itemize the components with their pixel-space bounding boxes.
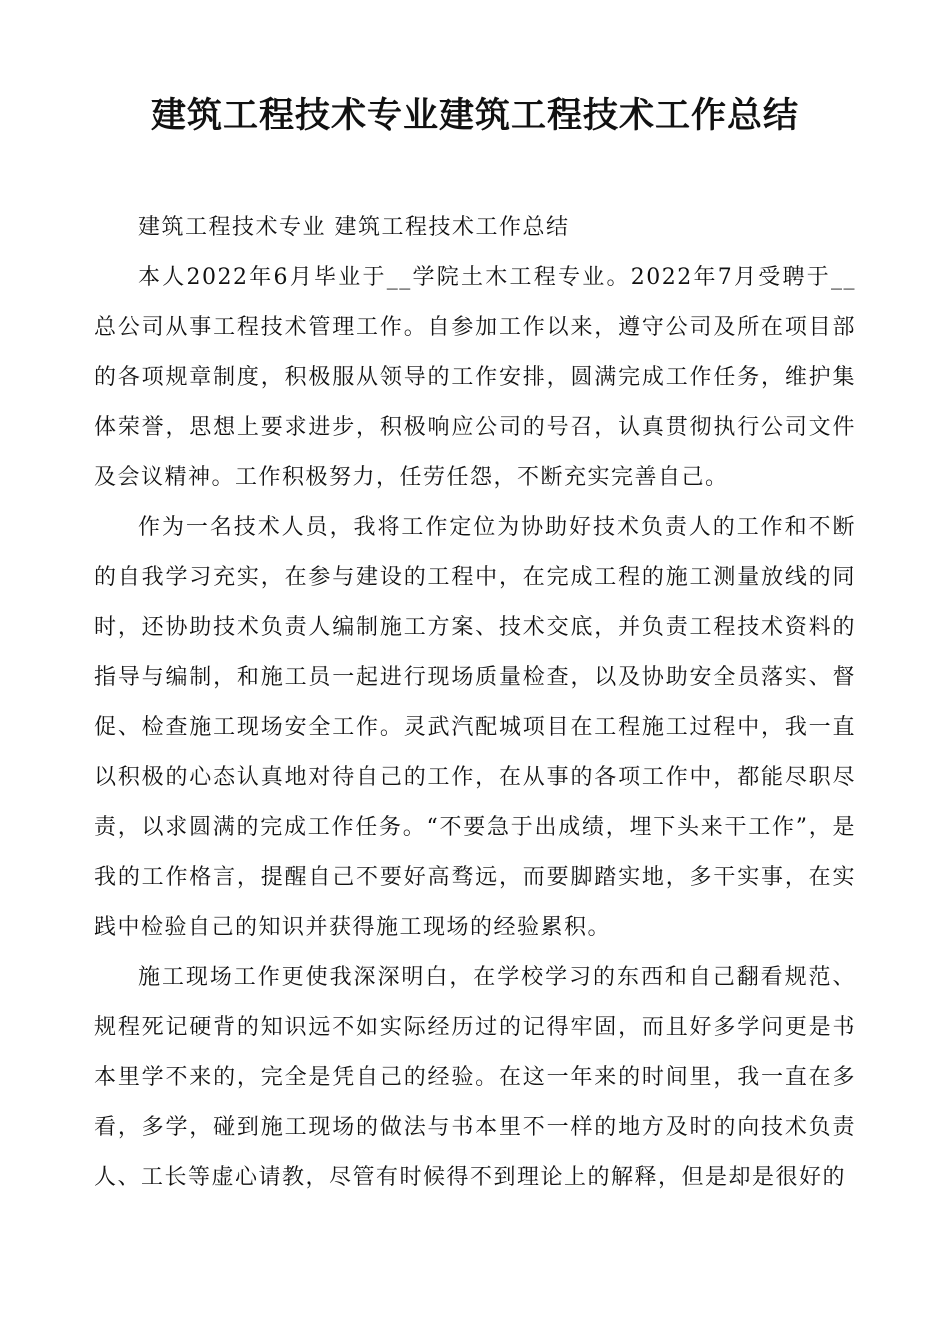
paragraph-2: 作为一名技术人员，我将工作定位为协助好技术负责人的工作和不断的自我学习充实，在参与建设的工程中，在完成工程的施工测量放线的同时，还协助技术负责人编制施工方案、技术交底，并负责工程技术资料的指导与编制，和施工员一起进行现场质量检查，以及协助安全员落实、督促、检查施工现场安全工作。灵武汽配城项目在工程施工过程中，我一直以积极的心态认真地对待自己的工作，在从事的各项工作中，都能尽职尽责，以求圆满的完成工作任务。“不要急于出成绩，埋下头来干工作”，是我的工作格言，提醒自己不要好高骛远，而要脚踏实地，多干实事，在实践中检验自己的知识并获得施工现场的经验累积。 bbox=[94, 515, 856, 940]
paragraph-3: 施工现场工作更使我深深明白，在学校学习的东西和自己翻看规范、规程死记硬背的知识远不如实际经历过的记得牢固，而且好多学问更是书本里学不来的，完全是凭自己的经验。在这一年来的时间里，我一直在多看，多学，碰到施工现场的做法与书本里不一样的地方及时的向技术负责人、工长等虚心请教，尽管有时候得不到理论上的解释，但是却是很好的 bbox=[94, 965, 856, 1190]
paragraph-1: 本人2022年6月毕业于__学院土木工程专业。2022年7月受聘于__总公司从事工程技术管理工作。自参加工作以来，遵守公司及所在项目部的各项规章制度，积极服从领导的工作安排，圆满完成工作任务，维护集体荣誉，思想上要求进步，积极响应公司的号召，认真贯彻执行公司文件及会议精神。工作积极努力，任劳任怨，不断充实完善自己。 bbox=[94, 265, 856, 490]
document-body bbox=[94, 203, 856, 1203]
document-title: 建筑工程技术专业建筑工程技术工作总结 bbox=[150, 96, 799, 136]
document-subtitle: 建筑工程技术专业 建筑工程技术工作总结 bbox=[138, 215, 570, 240]
